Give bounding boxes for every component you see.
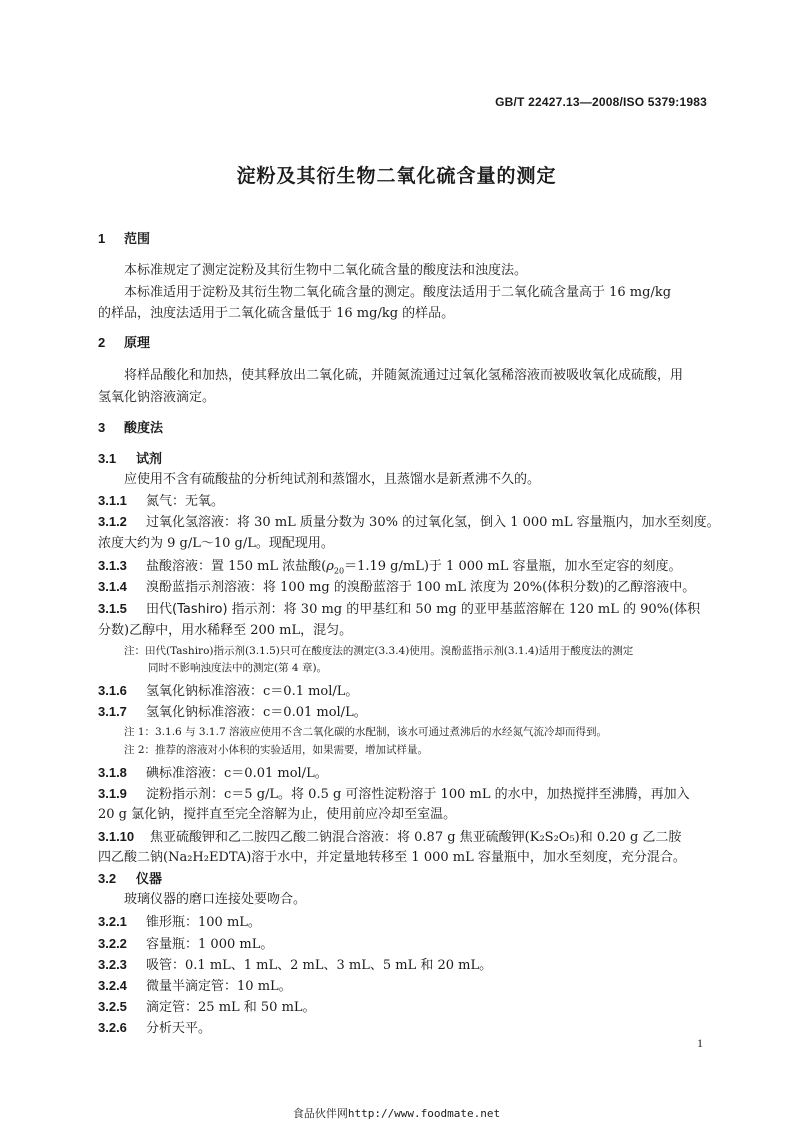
- paragraph: 玻璃仪器的磨口连接处要吻合。: [124, 892, 307, 907]
- item-number: 3.1.4: [98, 579, 127, 594]
- note: 注：田代(Tashiro)指示剂(3.1.5)只可在酸度法的测定(3.3.4)使用。溴酚蓝指示剂(3.1.4)适用于酸度法的测定: [124, 645, 634, 657]
- item-text: ：置 150 mL 浓盐酸(: [198, 559, 327, 574]
- section-3-heading: [98, 419, 163, 438]
- item-3-1-10: [98, 828, 681, 847]
- item-number: 3.1.2: [98, 514, 127, 529]
- item-number: 3.1.10: [98, 829, 135, 844]
- item-term: 田代(Tashiro) 指示剂: [146, 602, 271, 617]
- item-3-2-3: [98, 956, 492, 975]
- item-continued: 20 g 氯化钠，搅拌直至完全溶解为止，使用前应冷却至室温。: [98, 807, 457, 822]
- item-3-2-2: [98, 935, 273, 954]
- item-text: ：1 000 mL。: [185, 937, 274, 952]
- item-text: ：25 mL 和 50 mL。: [185, 1000, 316, 1015]
- item-term: 分析天平: [146, 1021, 199, 1036]
- note: 注 1：3.1.6 与 3.1.7 溶液应使用不含二氧化碳的水配制，该水可通过煮沸后的水经氮气流冷却而得到。: [124, 726, 607, 738]
- item-text: ：c＝5 g/L。将 0.5 g 可溶性淀粉溶于 100 mL 的水中，加热搅拌至沸腾，再加入: [211, 787, 690, 802]
- subsection-number: 3.1: [98, 451, 117, 466]
- page-title: 淀粉及其衍生物二氧化硫含量的测定: [236, 165, 557, 187]
- item-term: 焦亚硫酸钾和乙二胺四乙酸二钠混合溶液: [150, 830, 385, 845]
- item-number: 3.1.9: [98, 786, 127, 801]
- item-term: 氢氧化钠标准溶液: [146, 705, 251, 720]
- item-3-1-2: [98, 513, 720, 532]
- item-3-1-4: [98, 578, 695, 597]
- item-text: ：c＝0.01 mol/L。: [211, 766, 328, 781]
- item-number: 3.1.8: [98, 765, 127, 780]
- subsection-title: 仪器: [136, 872, 163, 887]
- footer-watermark: 食品伙伴网http://www.foodmate.net: [292, 1107, 501, 1120]
- paragraph: 应使用不含有硫酸盐的分析纯试剂和蒸馏水，且蒸馏水是新煮沸不久的。: [124, 472, 541, 487]
- item-3-1-6: [98, 682, 358, 701]
- subsection-number: 3.2: [98, 871, 117, 886]
- item-text: ：将 0.87 g 焦亚硫酸钾(K₂S₂O₅)和 0.20 g 乙二胺: [384, 830, 682, 845]
- item-3-2-4: [98, 977, 292, 996]
- item-term: 容量瓶: [146, 937, 186, 952]
- subsection-title: 试剂: [136, 452, 163, 467]
- note: 注 2：推荐的溶液对小体积的实验适用，如果需要，增加试样量。: [124, 744, 429, 756]
- item-number: 3.1.3: [98, 558, 127, 573]
- section-title: 范围: [124, 232, 151, 247]
- item-3-1-9: [98, 785, 690, 804]
- item-number: 3.2.5: [98, 999, 127, 1014]
- item-text: ：将 30 mL 质量分数为 30% 的过氧化氢，倒入 1 000 mL 容量瓶内，加水至刻度。: [224, 515, 720, 530]
- item-text: ＝1.19 g/mL)于 1 000 mL 容量瓶，加水至定容的刻度。: [344, 559, 682, 574]
- item-term: 吸管: [146, 958, 173, 973]
- section-number: 1: [98, 231, 106, 246]
- item-text: ：0.1 mL、1 mL、2 mL、3 mL、5 mL 和 20 mL。: [172, 958, 493, 973]
- item-number: 3.1.1: [98, 493, 127, 508]
- section-2-heading: [98, 334, 150, 353]
- item-text: ：将 100 mg 的溴酚蓝溶于 100 mL 浓度为 20%(体积分数)的乙醇溶液中。: [250, 580, 696, 595]
- item-3-1-5: [98, 600, 700, 619]
- paragraph-continued: 氢氧化钠溶液滴定。: [98, 390, 216, 405]
- item-3-1-1: [98, 492, 224, 511]
- item-number: 3.2.2: [98, 936, 127, 951]
- item-term: 过氧化氢溶液: [146, 515, 225, 530]
- subsection-3-2-heading: [98, 870, 162, 889]
- item-term: 锥形瓶: [146, 915, 186, 930]
- item-continued: 四乙酸二钠(Na₂H₂EDTA)溶于水中，并定量地转移至 1 000 mL 容量瓶中，加水至刻度，充分混合。: [98, 850, 686, 865]
- item-term: 盐酸溶液: [146, 559, 199, 574]
- item-number: 3.2.6: [98, 1020, 127, 1035]
- item-term: 微量半滴定管: [146, 979, 225, 994]
- section-number: 2: [98, 335, 106, 350]
- item-3-2-5: [98, 998, 316, 1017]
- item-3-1-8: [98, 764, 328, 783]
- item-text: ：c＝0.01 mol/L。: [250, 705, 367, 720]
- item-number: 3.2.4: [98, 978, 127, 993]
- item-text: ：c＝0.1 mol/L。: [250, 684, 359, 699]
- standard-code: GB/T 22427.13—2008/ISO 5379:1983: [495, 95, 707, 109]
- item-term: 滴定管: [146, 1000, 186, 1015]
- item-text: ：无氧。: [172, 494, 225, 509]
- rho-symbol: ρ: [326, 559, 334, 574]
- item-3-2-1: [98, 913, 261, 932]
- paragraph: 将样品酸化和加热，使其释放出二氧化硫，并随氮流通过过氧化氢稀溶液而被吸收氧化成硫酸，用: [124, 368, 684, 383]
- subsection-3-1-heading: [98, 450, 162, 469]
- page-number: 1: [697, 1036, 703, 1050]
- item-number: 3.1.7: [98, 704, 127, 719]
- section-number: 3: [98, 420, 106, 435]
- item-number: 3.2.1: [98, 914, 127, 929]
- rho-subscript: 20: [333, 566, 345, 576]
- paragraph: 本标准规定了测定淀粉及其衍生物中二氧化硫含量的酸度法和浊度法。: [124, 263, 528, 278]
- paragraph: 本标准适用于淀粉及其衍生物二氧化硫含量的测定。酸度法适用于二氧化硫含量高于 16 mg/kg: [124, 285, 672, 300]
- item-term: 氢氧化钠标准溶液: [146, 684, 251, 699]
- item-3-1-7: [98, 703, 367, 722]
- item-continued: 浓度大约为 9 g/L～10 g/L。现配现用。: [98, 536, 334, 551]
- item-3-2-6: [98, 1019, 211, 1038]
- item-text: 。: [198, 1021, 212, 1036]
- item-term: 氮气: [146, 494, 173, 509]
- paragraph-continued: 的样品，浊度法适用于二氧化硫含量低于 16 mg/kg 的样品。: [98, 306, 455, 321]
- item-continued: 分数)乙醇中，用水稀释至 200 mL，混匀。: [98, 623, 353, 638]
- section-title: 原理: [124, 336, 151, 351]
- item-term: 淀粉指示剂: [146, 787, 212, 802]
- item-text: ：将 30 mg 的甲基红和 50 mg 的亚甲基蓝溶解在 120 mL 的 90%(体积: [270, 602, 701, 617]
- item-text: ：10 mL。: [224, 979, 292, 994]
- item-number: 3.1.5: [98, 601, 127, 616]
- section-title: 酸度法: [124, 421, 164, 436]
- item-term: 溴酚蓝指示剂溶液: [146, 580, 251, 595]
- item-text: ：100 mL。: [185, 915, 261, 930]
- item-number: 3.2.3: [98, 957, 127, 972]
- section-1-heading: [98, 230, 150, 249]
- item-term: 碘标准溶液: [146, 766, 212, 781]
- item-number: 3.1.6: [98, 683, 127, 698]
- note-continued: 同时不影响浊度法中的测定(第 4 章)。: [148, 662, 328, 674]
